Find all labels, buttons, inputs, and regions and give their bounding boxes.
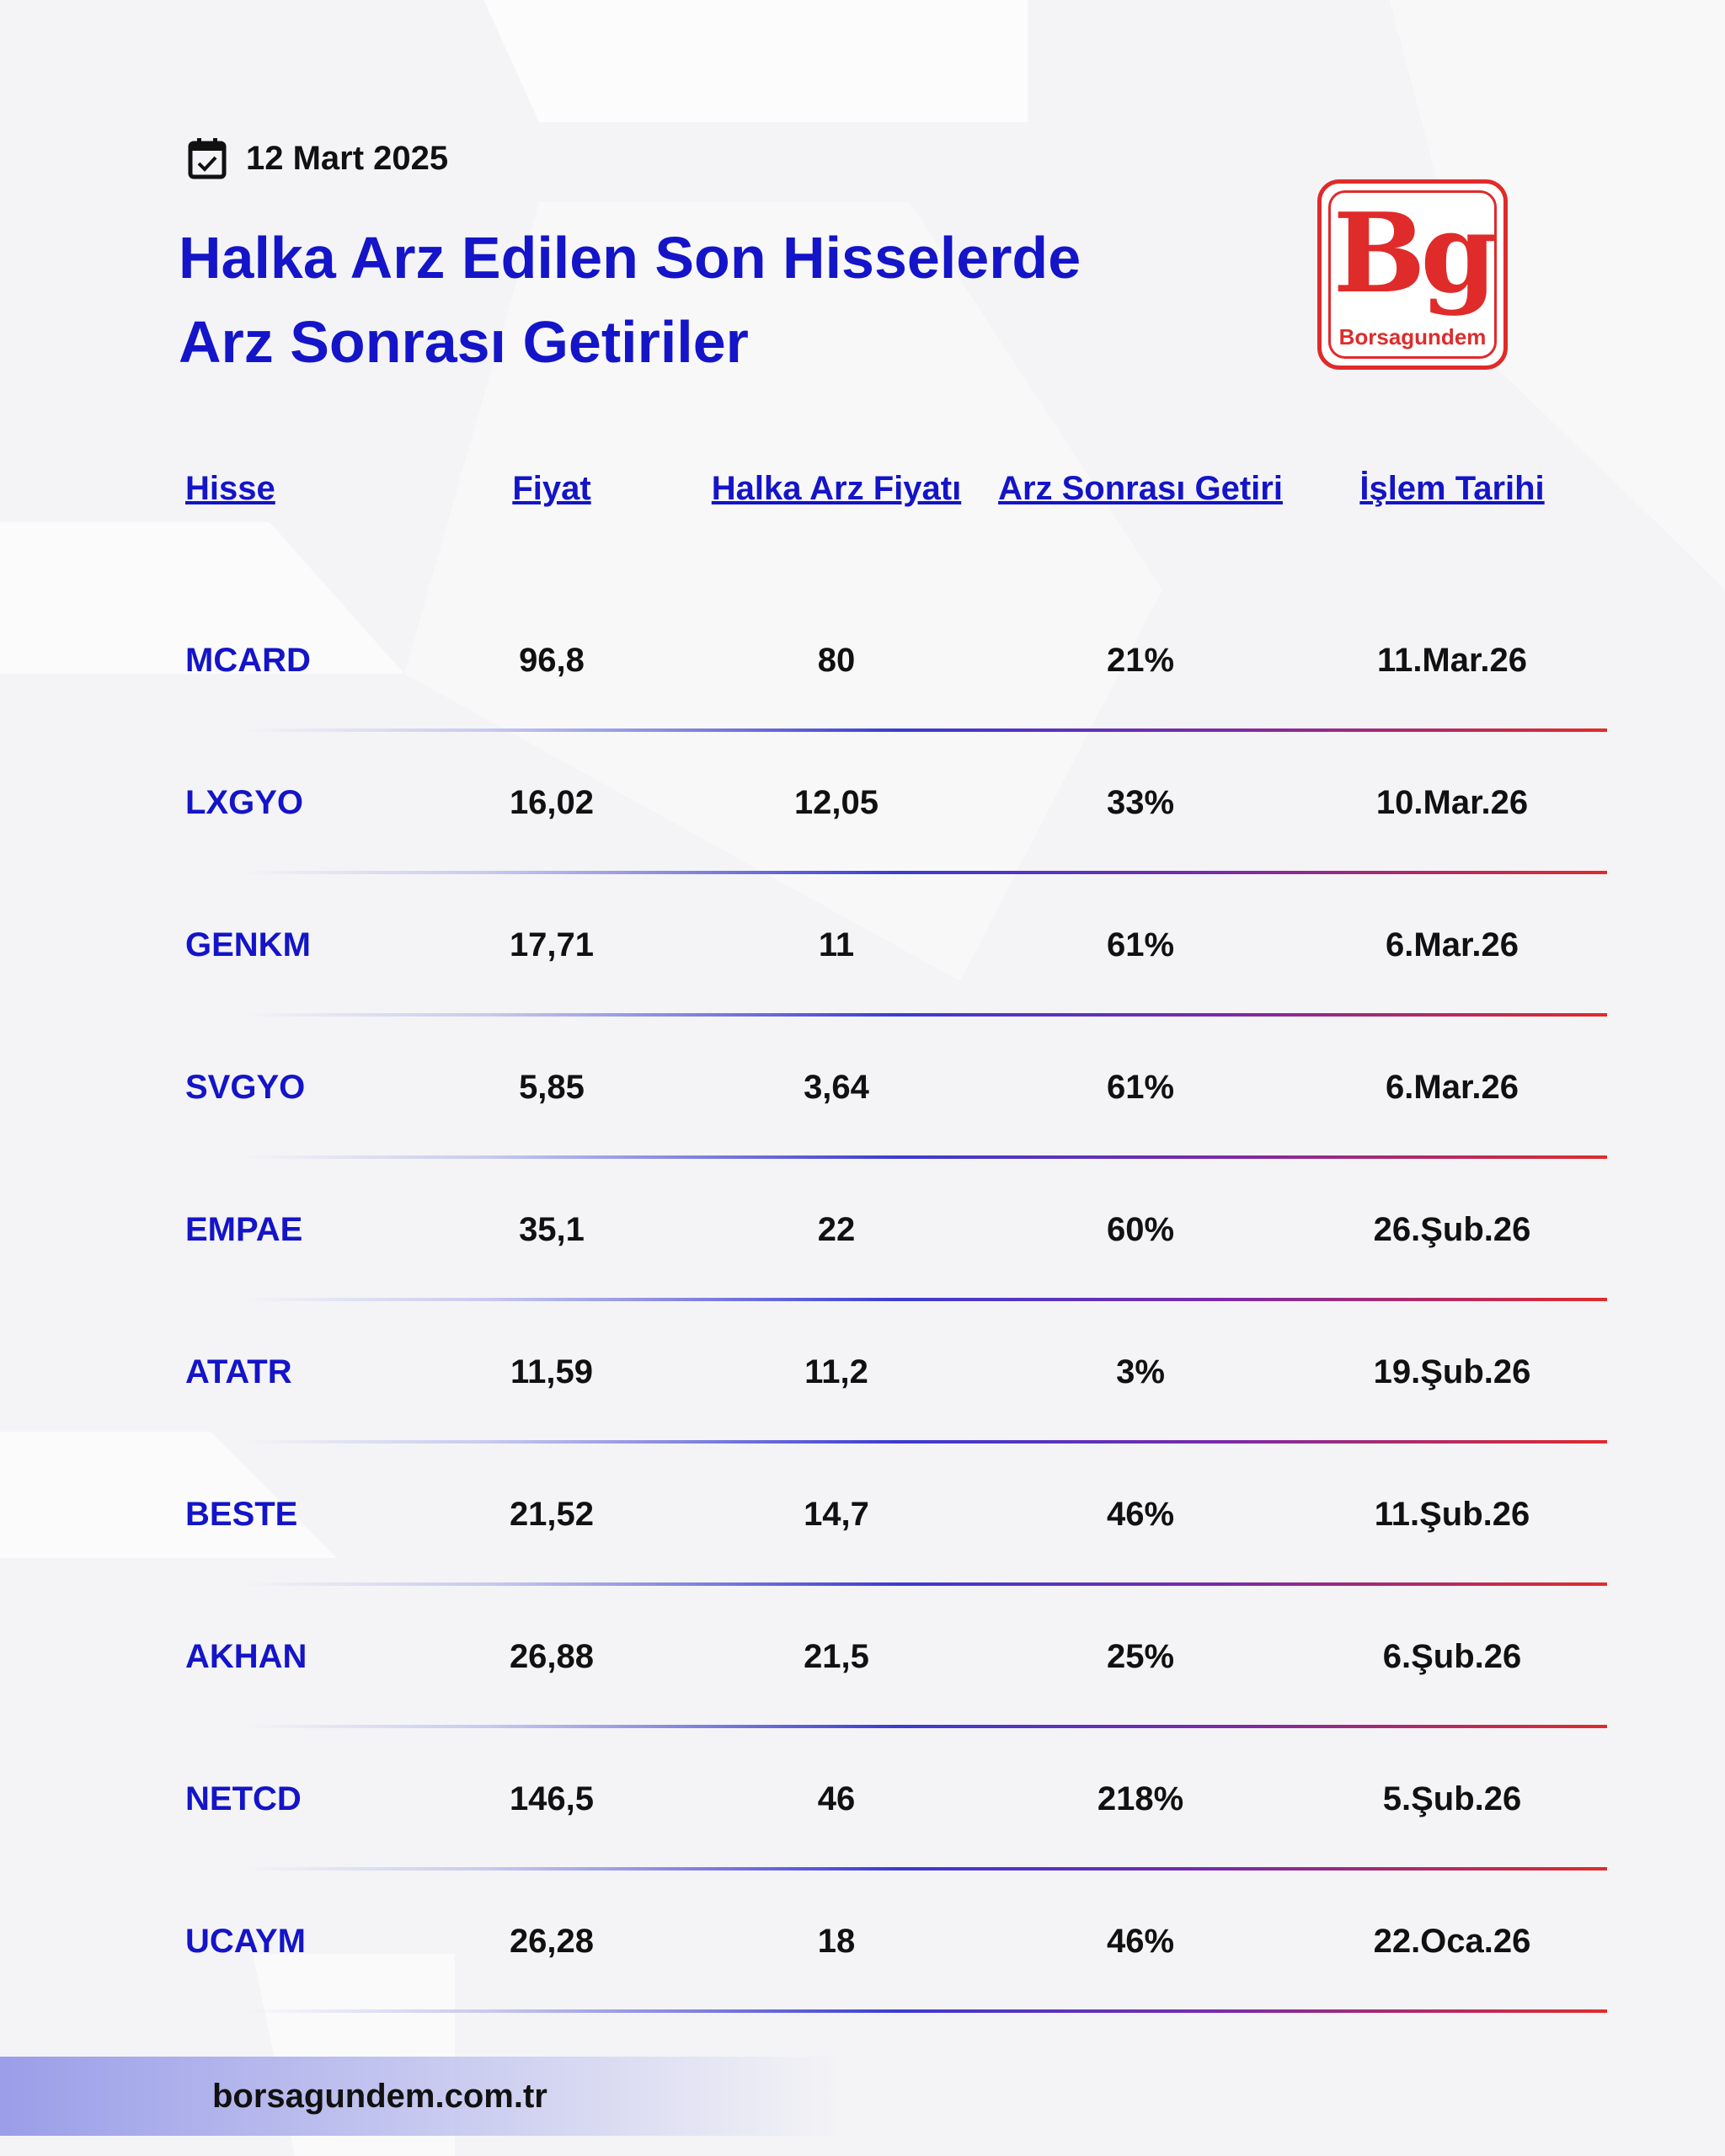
title-line-2: Arz Sonrası Getiriler [179, 309, 749, 375]
cell-halka-arz-fiyati: 11,2 [804, 1353, 868, 1390]
cell-fiyat: 35,1 [519, 1211, 585, 1248]
header-col-arz-sonrasi-getiri: Arz Sonrası Getiri [998, 470, 1283, 507]
title-line-1: Halka Arz Edilen Son Hisselerde [179, 225, 1081, 291]
table-row [0, 1444, 1725, 1586]
cell-fiyat: 5,85 [519, 1069, 585, 1106]
cell-fiyat: 16,02 [509, 784, 595, 821]
borsagundem-logo [1317, 179, 1508, 370]
logo-name: Borsagundem [1338, 324, 1487, 350]
cell-halka-arz-fiyati: 18 [817, 1923, 856, 1960]
cell-arz-sonrasi-getiri: 33% [1106, 784, 1175, 821]
cell-arz-sonrasi-getiri: 46% [1106, 1923, 1175, 1960]
table-row [0, 732, 1725, 874]
cell-islem-tarihi: 26.Şub.26 [1373, 1211, 1531, 1248]
cell-arz-sonrasi-getiri: 218% [1097, 1780, 1184, 1817]
cell-hisse: UCAYM [185, 1923, 306, 1960]
cell-islem-tarihi: 6.Mar.26 [1386, 926, 1519, 963]
page-title [179, 216, 1274, 384]
table-row [0, 1870, 1725, 2013]
header-col-islem-tarihi: İşlem Tarihi [1359, 470, 1545, 507]
cell-hisse: NETCD [185, 1780, 302, 1817]
header-col-hisse: Hisse [185, 470, 275, 507]
ipo-returns-table [0, 590, 1725, 2013]
cell-fiyat: 26,28 [509, 1923, 595, 1960]
cell-hisse: BESTE [185, 1496, 298, 1533]
cell-halka-arz-fiyati: 46 [817, 1780, 856, 1817]
cell-arz-sonrasi-getiri: 61% [1106, 1069, 1175, 1106]
row-divider [244, 2009, 1607, 2013]
table-row [0, 1728, 1725, 1870]
cell-halka-arz-fiyati: 22 [817, 1211, 856, 1248]
cell-halka-arz-fiyati: 11 [818, 926, 855, 963]
table-row [0, 1586, 1725, 1728]
table-row [0, 590, 1725, 732]
table-row [0, 1301, 1725, 1444]
table-row [0, 874, 1725, 1017]
cell-hisse: ATATR [185, 1353, 292, 1390]
cell-fiyat: 21,52 [509, 1496, 595, 1533]
date-row [187, 136, 448, 180]
cell-islem-tarihi: 6.Mar.26 [1386, 1069, 1519, 1106]
cell-arz-sonrasi-getiri: 46% [1106, 1496, 1175, 1533]
cell-halka-arz-fiyati: 12,05 [793, 784, 879, 821]
table-row [0, 1017, 1725, 1159]
cell-fiyat: 96,8 [519, 642, 585, 679]
cell-islem-tarihi: 11.Şub.26 [1374, 1496, 1530, 1533]
cell-islem-tarihi: 6.Şub.26 [1382, 1638, 1522, 1675]
cell-arz-sonrasi-getiri: 61% [1106, 926, 1175, 963]
cell-arz-sonrasi-getiri: 3% [1116, 1353, 1165, 1390]
cell-arz-sonrasi-getiri: 25% [1106, 1638, 1175, 1675]
cell-halka-arz-fiyati: 3,64 [804, 1069, 869, 1106]
cell-halka-arz-fiyati: 14,7 [804, 1496, 869, 1533]
cell-hisse: LXGYO [185, 784, 304, 821]
cell-fiyat: 146,5 [509, 1780, 595, 1817]
header-col-fiyat: Fiyat [512, 470, 591, 507]
cell-halka-arz-fiyati: 21,5 [804, 1638, 869, 1675]
cell-hisse: GENKM [185, 926, 311, 963]
header-col-halka-arz-fiyati: Halka Arz Fiyatı [711, 470, 962, 507]
table-header [0, 438, 1725, 539]
cell-fiyat: 26,88 [509, 1638, 595, 1675]
cell-halka-arz-fiyati: 80 [817, 642, 856, 679]
cell-hisse: EMPAE [185, 1211, 303, 1248]
cell-hisse: SVGYO [185, 1069, 306, 1106]
table-row [0, 1159, 1725, 1301]
footer-url: borsagundem.com.tr [212, 2078, 547, 2115]
footer-bar [0, 2057, 842, 2136]
cell-fiyat: 11,59 [510, 1353, 593, 1390]
cell-fiyat: 17,71 [509, 926, 595, 963]
cell-arz-sonrasi-getiri: 60% [1106, 1211, 1175, 1248]
cell-hisse: AKHAN [185, 1638, 307, 1675]
cell-arz-sonrasi-getiri: 21% [1106, 642, 1175, 679]
logo-mark: Bg [1332, 189, 1493, 318]
date-label: 12 Mart 2025 [246, 139, 449, 177]
cell-hisse: MCARD [185, 642, 311, 679]
cell-islem-tarihi: 19.Şub.26 [1373, 1353, 1531, 1390]
cell-islem-tarihi: 10.Mar.26 [1375, 784, 1529, 821]
cell-islem-tarihi: 11.Mar.26 [1377, 642, 1527, 679]
cell-islem-tarihi: 22.Oca.26 [1373, 1923, 1531, 1960]
cell-islem-tarihi: 5.Şub.26 [1382, 1780, 1522, 1817]
calendar-check-icon [187, 136, 227, 180]
